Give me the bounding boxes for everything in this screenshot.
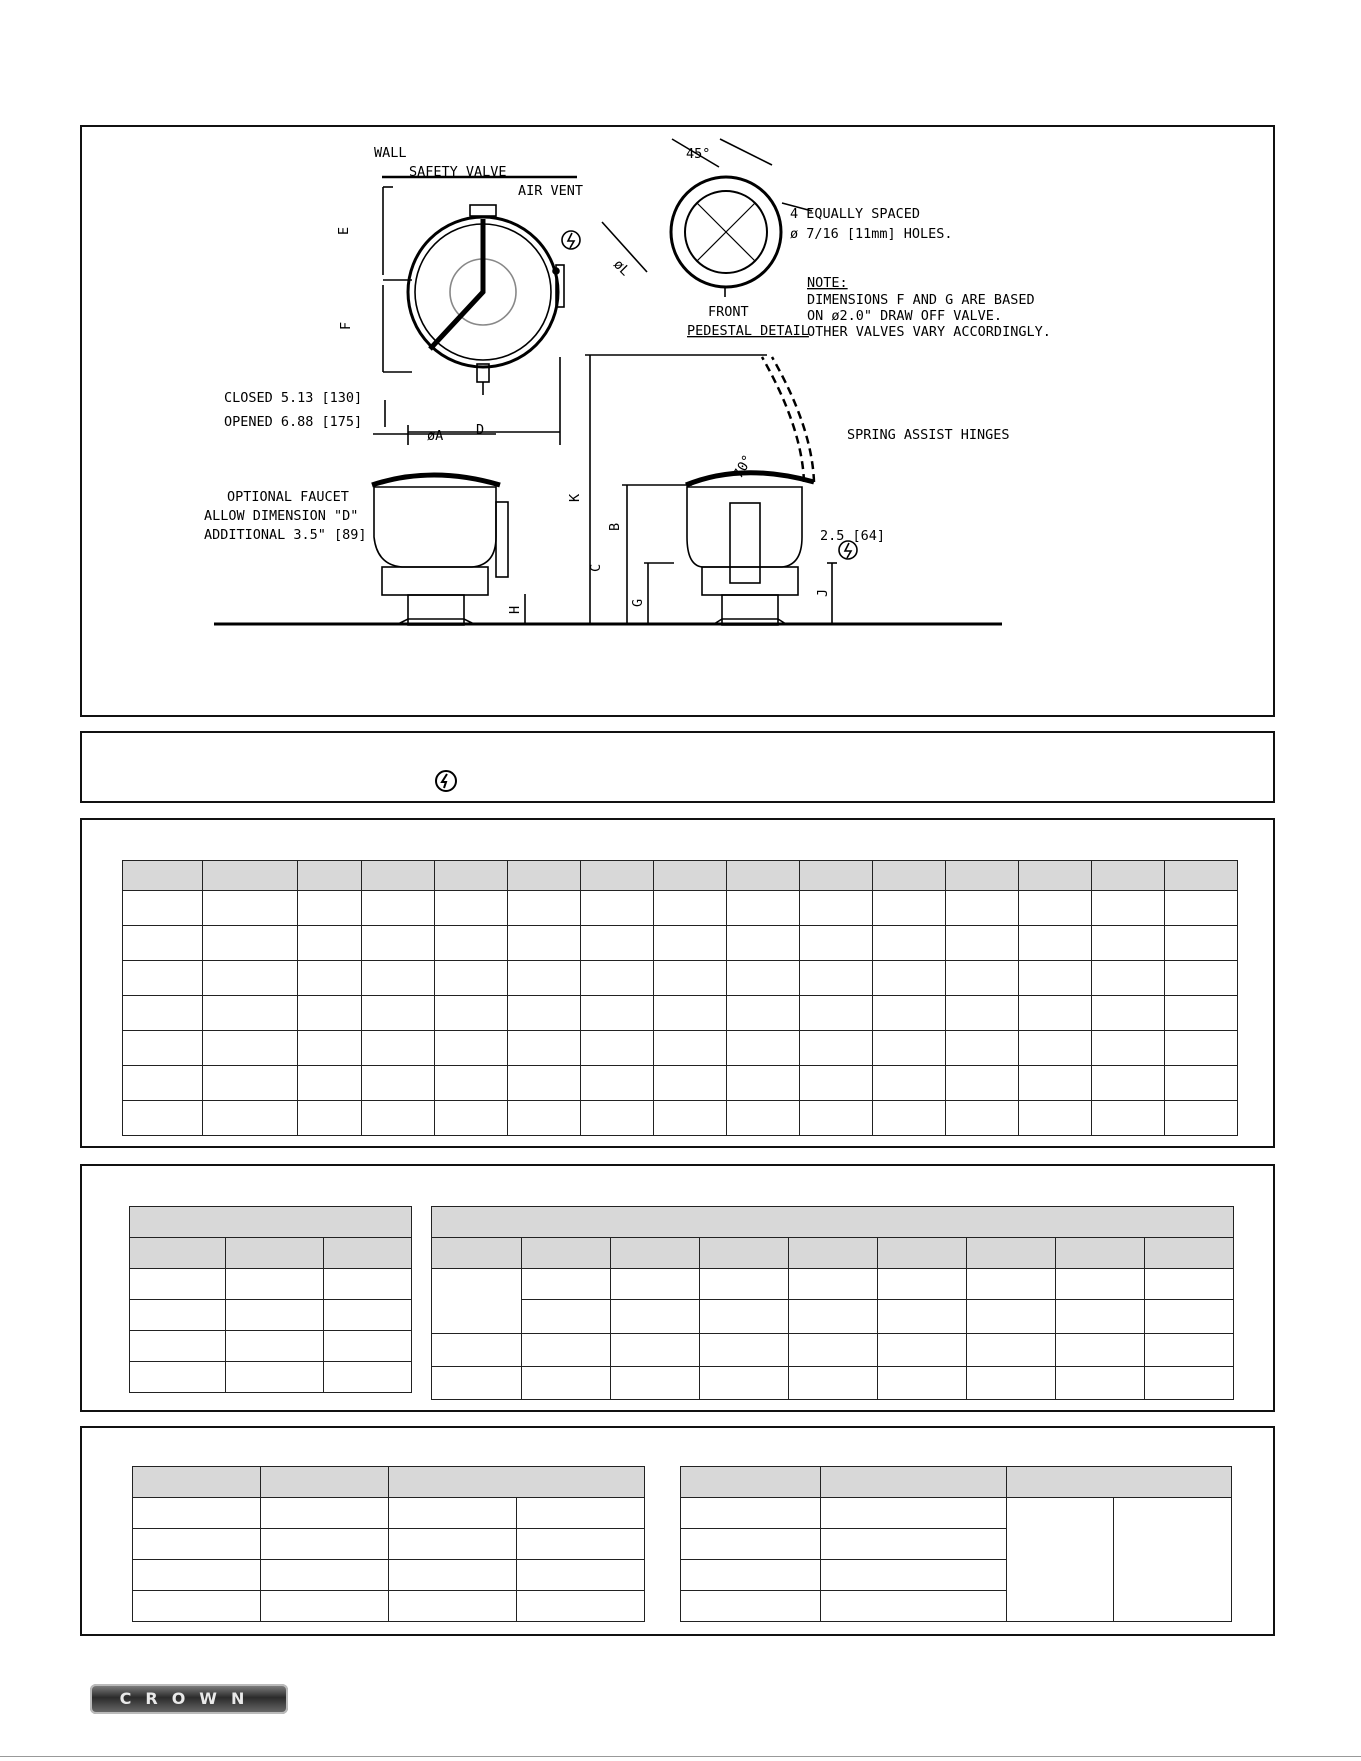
note-line3: OTHER VALVES VARY ACCORDINGLY.: [807, 324, 1051, 340]
technical-drawing: [82, 127, 1273, 715]
note-line1: DIMENSIONS F AND G ARE BASED: [807, 292, 1035, 308]
table-row: [123, 1066, 1238, 1101]
optional-faucet-line2: ALLOW DIMENSION "D": [204, 508, 359, 524]
table-row: [123, 1031, 1238, 1066]
angle-70-label: 70°: [730, 452, 757, 482]
table-row: [123, 961, 1238, 996]
table-row: [432, 1300, 1234, 1334]
dim-b-label: B: [607, 522, 623, 531]
table-row: [432, 1269, 1234, 1300]
wall-label: WALL: [374, 145, 407, 161]
table-row: [130, 1300, 412, 1331]
dimensions-panel: [80, 818, 1275, 1148]
left-utilities-table: [129, 1206, 412, 1393]
safety-valve-label: SAFETY VALVE: [409, 164, 507, 180]
table-row: [681, 1498, 1232, 1529]
table-row: [432, 1367, 1234, 1400]
electrical-connection-icon: [434, 769, 458, 793]
air-vent-label: AIR VENT: [518, 183, 584, 199]
table-row: [133, 1529, 645, 1560]
dim-d-label: D: [476, 422, 485, 438]
right-utilities-table: [431, 1206, 1234, 1400]
notes-panel: [80, 731, 1275, 803]
closed-label: CLOSED 5.13 [130]: [224, 390, 363, 406]
table-row: [130, 1331, 412, 1362]
footer-divider: [0, 1756, 1361, 1757]
logo-text: CROWN: [119, 1689, 259, 1708]
table-row: [123, 891, 1238, 926]
table-row: [130, 1269, 412, 1300]
brand-logo: [90, 1684, 288, 1714]
table-header-row: [123, 861, 1238, 891]
drawing-panel: [80, 125, 1275, 717]
dim-h-label: H: [507, 605, 523, 614]
front-label: FRONT: [708, 304, 749, 320]
dim-k-label: K: [567, 493, 583, 502]
note-title: NOTE:: [807, 275, 848, 291]
electrical-table-right: [680, 1466, 1232, 1622]
electrical-table-left: [132, 1466, 645, 1622]
table-row: [130, 1362, 412, 1393]
dim-l-label: øL: [610, 256, 633, 280]
dimensions-table: [122, 860, 1238, 1136]
holes-line2: ø 7/16 [11mm] HOLES.: [790, 226, 953, 242]
table-row: [133, 1560, 645, 1591]
table-row: [123, 996, 1238, 1031]
dim-25-label: 2.5 [64]: [820, 528, 886, 544]
table-row: [432, 1334, 1234, 1367]
utilities-panel: [80, 1164, 1275, 1412]
holes-line1: 4 EQUALLY SPACED: [790, 206, 921, 222]
table-row: [123, 926, 1238, 961]
opened-label: OPENED 6.88 [175]: [224, 414, 363, 430]
optional-faucet-line3: ADDITIONAL 3.5" [89]: [204, 527, 367, 543]
optional-faucet-line1: OPTIONAL FAUCET: [227, 489, 349, 505]
dim-e-label: E: [336, 226, 352, 235]
angle-45-label: 45°: [686, 146, 711, 162]
note-line2: ON ø2.0" DRAW OFF VALVE.: [807, 308, 1003, 324]
dim-f-label: F: [338, 321, 354, 330]
table-row: [123, 1101, 1238, 1136]
table-row: [133, 1591, 645, 1622]
electrical-panel: [80, 1426, 1275, 1636]
dim-j-label: J: [815, 588, 831, 597]
dim-g-label: G: [630, 598, 646, 607]
dim-c-label: C: [588, 563, 604, 572]
table-row: [133, 1498, 645, 1529]
pedestal-detail-label: PEDESTAL DETAIL: [687, 323, 809, 339]
spring-hinges-label: SPRING ASSIST HINGES: [847, 427, 1010, 443]
dim-a-label: øA: [427, 428, 444, 444]
